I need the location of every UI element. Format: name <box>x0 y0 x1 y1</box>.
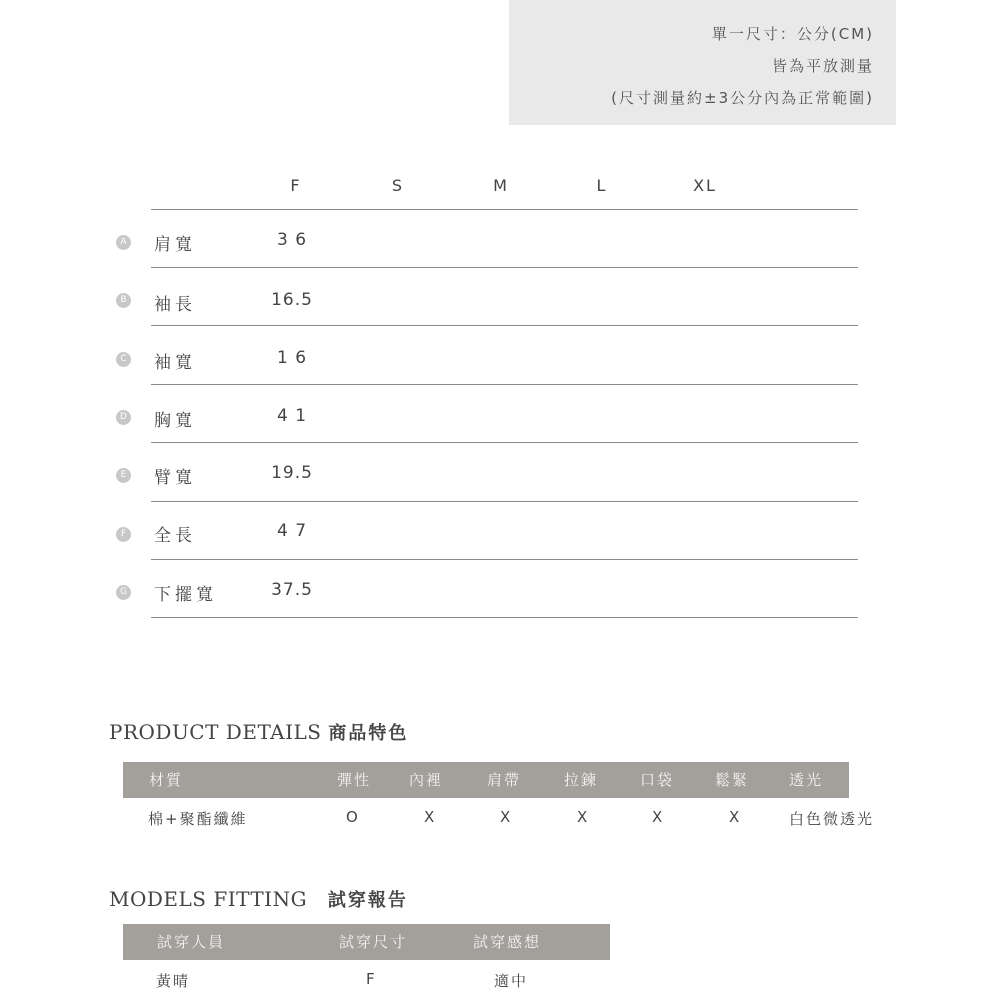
size-row-chest <box>0 385 1000 443</box>
product-details-title-zh: 商品特色 <box>328 723 409 744</box>
header-feedback: 試穿感想 <box>473 933 542 951</box>
models-fitting-title-en: MODELS FITTING <box>109 887 308 911</box>
size-header-xl: XL <box>693 176 717 195</box>
size-row-shoulder <box>0 210 1000 268</box>
header-elasticity: 彈性 <box>337 771 372 789</box>
measurement-note <box>509 0 896 125</box>
value-straps: X <box>500 808 513 826</box>
row-value-f: 37.5 <box>271 580 313 600</box>
models-fitting-title-zh: 試穿報告 <box>327 890 408 911</box>
header-pocket: 口袋 <box>640 771 675 789</box>
value-feedback: 適中 <box>494 972 529 990</box>
row-badge: G <box>116 585 131 600</box>
row-badge: D <box>116 410 131 425</box>
header-sheerness: 透光 <box>789 771 824 789</box>
row-label: 臂寬 <box>154 468 196 488</box>
size-row-sleeve-length <box>0 268 1000 326</box>
header-lining: 內裡 <box>409 771 444 789</box>
header-straps: 肩帶 <box>487 771 522 789</box>
row-value-f: 1 6 <box>276 348 308 368</box>
size-row-hem <box>0 560 1000 618</box>
note-unit: 單一尺寸：公分(CM) <box>711 25 874 43</box>
value-material: 棉+聚酯纖維 <box>148 810 248 828</box>
row-badge: A <box>116 235 131 250</box>
row-label: 袖寬 <box>154 353 196 373</box>
value-size-tried: F <box>366 970 377 988</box>
value-pocket: X <box>652 808 665 826</box>
row-value-f: 4 7 <box>276 521 308 541</box>
row-label: 全長 <box>154 526 196 546</box>
row-value-f: 19.5 <box>271 463 313 483</box>
value-sheerness: 白色微透光 <box>789 810 875 828</box>
header-material: 材質 <box>149 771 184 789</box>
header-zipper: 拉鍊 <box>564 771 599 789</box>
size-header-s: S <box>391 176 405 195</box>
row-label: 肩寬 <box>154 235 196 255</box>
size-header-m: M <box>493 176 509 195</box>
size-row-sleeve-width <box>0 326 1000 384</box>
row-badge: C <box>116 352 131 367</box>
product-details-header-bar <box>123 762 849 798</box>
product-details-title-en: PRODUCT DETAILS <box>109 720 322 744</box>
header-stretch: 鬆緊 <box>715 771 750 789</box>
header-size-tried: 試穿尺寸 <box>339 933 408 951</box>
models-fitting-header-bar <box>123 924 610 960</box>
row-badge: B <box>116 293 131 308</box>
note-tolerance: (尺寸測量約±3公分內為正常範圍) <box>611 89 874 107</box>
size-header-f: F <box>290 176 302 195</box>
value-elasticity: O <box>346 808 360 826</box>
row-value-f: 16.5 <box>271 290 313 310</box>
value-model-name: 黃晴 <box>156 972 191 990</box>
product-details-title <box>109 719 408 745</box>
row-badge: E <box>116 468 131 483</box>
models-fitting-title <box>109 886 408 912</box>
row-value-f: 3 6 <box>276 230 308 250</box>
row-badge: F <box>116 527 131 542</box>
row-label: 下擺寬 <box>154 585 217 605</box>
value-lining: X <box>424 808 437 826</box>
table-divider <box>151 617 858 618</box>
size-table-header <box>0 176 1000 200</box>
value-zipper: X <box>577 808 590 826</box>
header-model: 試穿人員 <box>157 933 226 951</box>
value-stretch: X <box>729 808 742 826</box>
note-method: 皆為平放測量 <box>771 57 874 75</box>
size-row-arm <box>0 443 1000 501</box>
size-row-length <box>0 502 1000 560</box>
row-label: 胸寬 <box>154 411 196 431</box>
size-header-l: L <box>596 176 608 195</box>
row-label: 袖長 <box>154 295 196 315</box>
row-value-f: 4 1 <box>276 406 308 426</box>
